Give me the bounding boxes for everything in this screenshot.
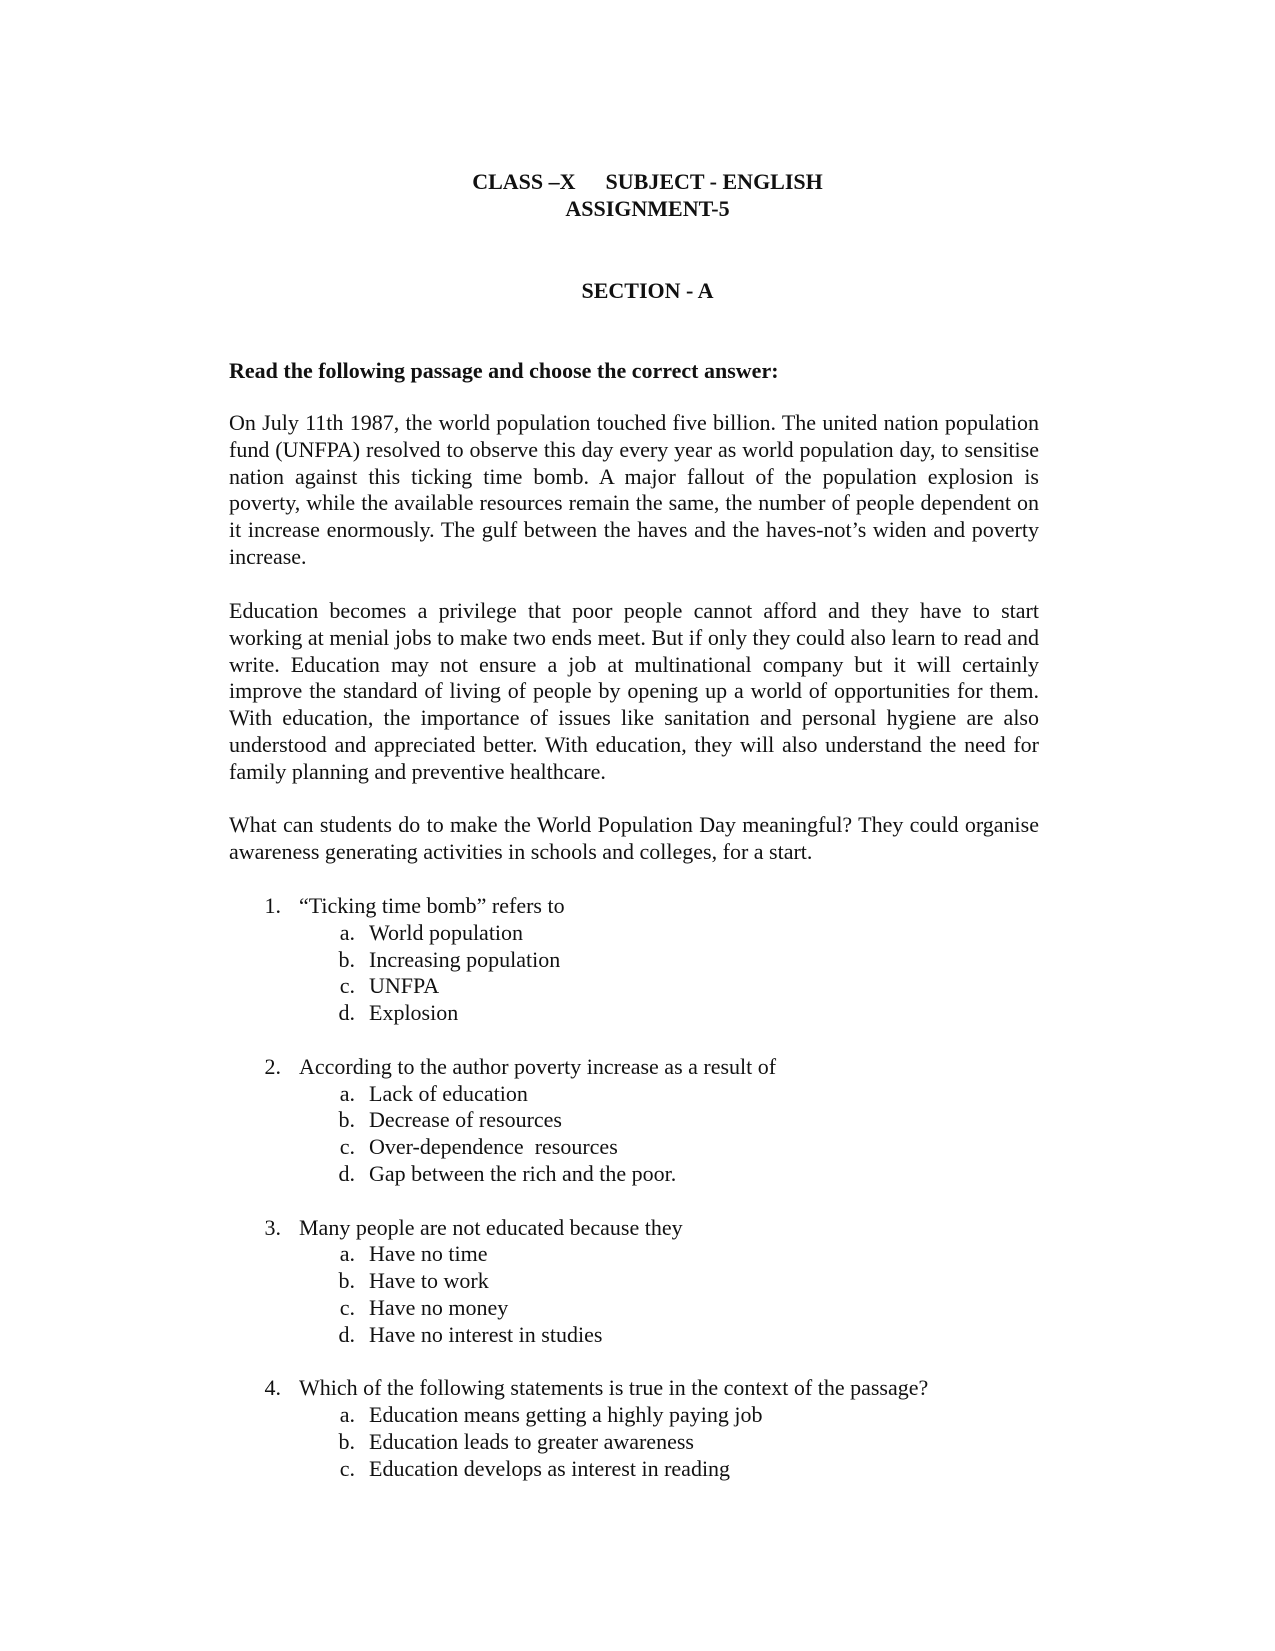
assignment-heading: ASSIGNMENT-5: [565, 196, 730, 221]
passage-paragraph-1: On July 11th 1987, the world population touched five billion. The united nation population fund (UNFPA) resolved to observe this day every year as world population day, to sensitise nation against this ticking time bomb. A major fallout of the population explosion is poverty, while the available resources remain the same, the number of people dependent on it increase enormously. The gulf between the haves and the haves-not’s widen and poverty increase.: [229, 410, 1039, 569]
question-text: “Ticking time bomb” refers to: [299, 893, 565, 918]
option: [229, 1268, 1129, 1295]
option-text: World population: [369, 919, 524, 945]
option-text: Have no time: [369, 1241, 488, 1267]
option: [229, 920, 1129, 947]
option: [229, 1081, 1129, 1108]
option-letter: c.: [339, 973, 355, 999]
question-number: 1.: [264, 893, 281, 918]
option-text: Have no interest in studies: [369, 1321, 603, 1347]
option-letter: d.: [338, 1160, 355, 1186]
option-text: Education means getting a highly paying job: [369, 1402, 763, 1428]
option: [229, 973, 1129, 1000]
option-text: Have to work: [369, 1268, 489, 1294]
option-text: UNFPA: [369, 973, 440, 999]
option-text: Increasing population: [369, 946, 561, 972]
option: [229, 1429, 1129, 1456]
question-number: 3.: [264, 1214, 281, 1240]
subject-label: SUBJECT - ENGLISH: [605, 169, 823, 194]
question-text: Which of the following statements is true in the context of the passage?: [299, 1375, 929, 1401]
option-text: Over-dependence resources: [369, 1134, 618, 1160]
class-subject-heading: [10, 168, 1275, 195]
option-letter: c.: [339, 1134, 355, 1160]
option-letter: a.: [339, 1080, 355, 1106]
question-number: 2.: [264, 1053, 281, 1079]
option-letter: d.: [338, 1000, 355, 1026]
option-text: Education leads to greater awareness: [369, 1428, 694, 1454]
option-letter: a.: [339, 1241, 355, 1267]
option: [229, 1241, 1129, 1268]
option-text: Gap between the rich and the poor.: [369, 1160, 677, 1186]
option-letter: c.: [339, 1294, 355, 1320]
option-text: Have no money: [369, 1294, 509, 1320]
option-letter: d.: [338, 1321, 355, 1347]
class-label: CLASS –X: [472, 169, 576, 194]
option-text: Lack of education: [369, 1080, 528, 1106]
option-text: Explosion: [369, 1000, 459, 1026]
option: [229, 1134, 1129, 1161]
option-letter: b.: [338, 1107, 355, 1133]
option-text: Education develops as interest in reading: [369, 1455, 731, 1481]
instruction-text: Read the following passage and choose the correct answer:: [229, 358, 779, 383]
question-1: [229, 893, 1129, 1027]
option: [229, 1000, 1129, 1027]
option-letter: b.: [338, 1268, 355, 1294]
option-text: Decrease of resources: [369, 1107, 562, 1133]
question-2: [229, 1054, 1129, 1188]
question-4: [229, 1375, 1129, 1482]
option-letter: a.: [339, 919, 355, 945]
option-letter: a.: [339, 1402, 355, 1428]
option-letter: c.: [339, 1455, 355, 1481]
option: [229, 947, 1129, 974]
option: [229, 1161, 1129, 1188]
option: [229, 1295, 1129, 1322]
question-text: According to the author poverty increase as a result of: [299, 1053, 777, 1079]
question-text: Many people are not educated because they: [299, 1214, 683, 1240]
question-number: 4.: [264, 1375, 281, 1401]
section-heading: SECTION - A: [581, 278, 714, 303]
question-list: [229, 893, 1129, 1509]
option-letter: b.: [338, 1428, 355, 1454]
option: [229, 1107, 1129, 1134]
option: [229, 1456, 1129, 1483]
passage-paragraph-2: Education becomes a privilege that poor people cannot afford and they have to start working at menial jobs to make two ends meet. But if only they could also learn to read and write. Education may not ensure a job at multinational company but it will certainly improve the standard of living of people by opening up a world of opportunities for them. With education, the importance of issues like sanitation and personal hygiene are also understood and appreciated better. With education, they will also understand the need for family planning and preventive healthcare.: [229, 598, 1039, 784]
passage-paragraph-3: What can students do to make the World Population Day meaningful? They could organise awareness generating activities in schools and colleges, for a start.: [229, 812, 1039, 864]
option: [229, 1402, 1129, 1429]
option: [229, 1322, 1129, 1349]
option-letter: b.: [338, 946, 355, 972]
question-3: [229, 1215, 1129, 1349]
